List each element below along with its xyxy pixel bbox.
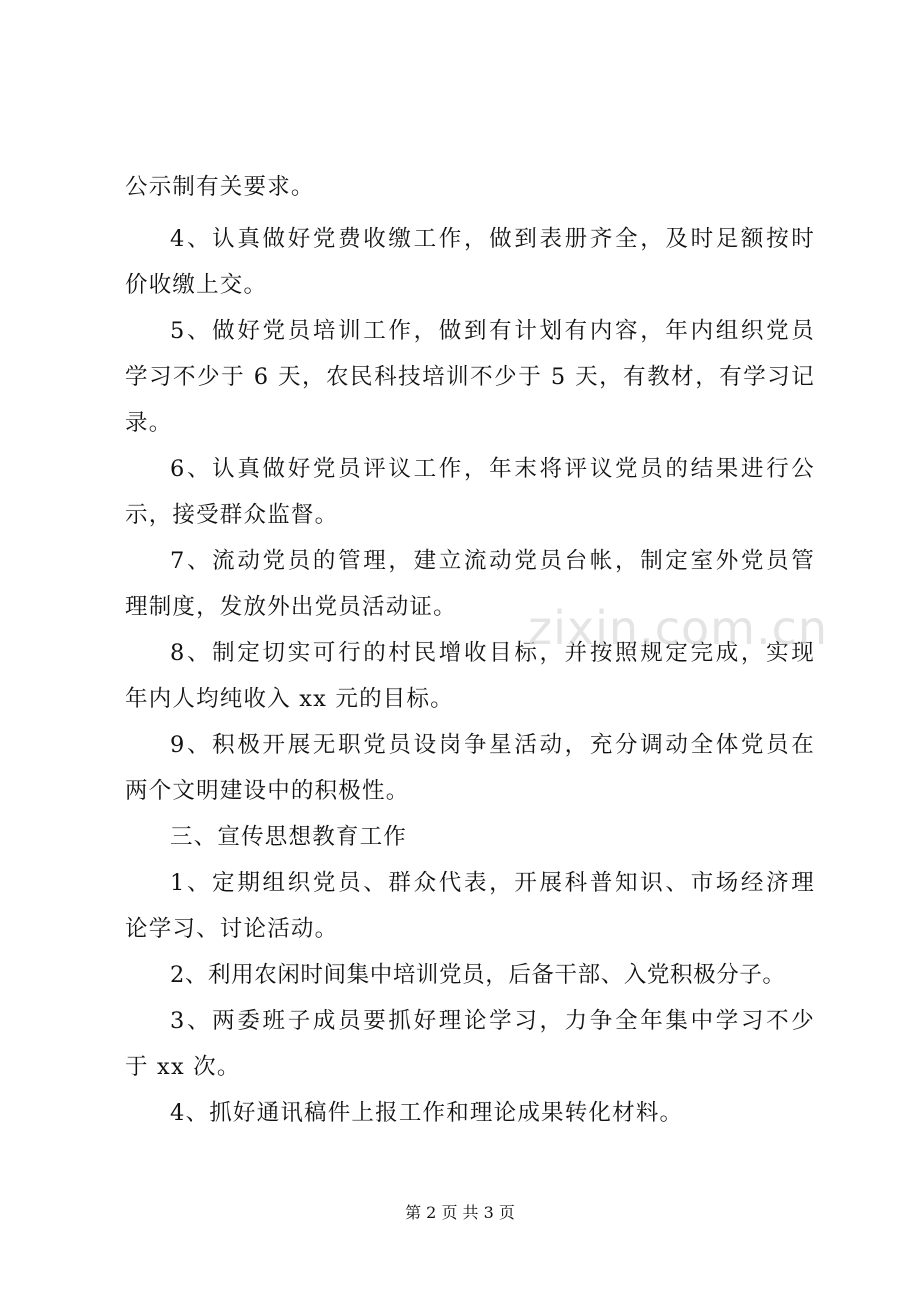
text-line: 论学习、讨论活动。	[125, 916, 339, 942]
text-line: 学习不少于 6 天，农民科技培训不少于 5 天，有教材，有学习记	[125, 364, 815, 390]
text-line: 4、抓好通讯稿件上报工作和理论成果转化材料。	[170, 1100, 684, 1126]
text-line: 于 xx 次。	[125, 1054, 241, 1080]
text-line: 9、积极开展无职党员设岗争星活动，充分调动全体党员在	[170, 732, 815, 758]
paragraph	[125, 308, 815, 446]
text-line: 价收缴上交。	[125, 272, 268, 298]
text-line: 6、认真做好党员评议工作，年末将评议党员的结果进行公	[170, 456, 815, 482]
paragraph	[125, 860, 815, 952]
text-line: 4、认真做好党费收缴工作，做到表册齐全，及时足额按时	[170, 226, 815, 252]
text-line: 公示制有关要求。	[125, 174, 315, 200]
paragraph	[125, 216, 815, 308]
paragraph	[125, 164, 815, 210]
page-footer: 第 2 页 共 3 页	[405, 1203, 515, 1222]
text-line: 8、制定切实可行的村民增收目标，并按照规定完成，实现	[170, 640, 815, 666]
text-line: 年内人均纯收入 xx 元的目标。	[125, 686, 454, 712]
paragraph	[125, 538, 815, 630]
text-line: 1、定期组织党员、群众代表，开展科普知识、市场经济理	[170, 870, 815, 896]
text-line: 5、做好党员培训工作，做到有计划有内容，年内组织党员	[170, 318, 815, 344]
paragraph	[125, 446, 815, 538]
paragraph	[125, 630, 815, 722]
text-line: 7、流动党员的管理，建立流动党员台帐，制定室外党员管	[170, 548, 815, 574]
text-line: 示，接受群众监督。	[125, 502, 339, 528]
text-line: 3、两委班子成员要抓好理论学习，力争全年集中学习不少	[170, 1008, 815, 1034]
text-line: 理制度，发放外出党员活动证。	[125, 594, 457, 620]
text-line: 2、利用农闲时间集中培训党员，后备干部、入党积极分子。	[170, 962, 786, 988]
text-line: 三、宣传思想教育工作	[170, 824, 408, 850]
paragraph	[125, 722, 815, 814]
text-line: 录。	[125, 410, 173, 436]
section-heading	[125, 814, 815, 860]
paragraph	[125, 952, 815, 998]
watermark: zixin.com.cn	[528, 601, 829, 655]
paragraph	[125, 1090, 815, 1136]
paragraph	[125, 998, 815, 1090]
text-line: 两个文明建设中的积极性。	[125, 778, 410, 804]
